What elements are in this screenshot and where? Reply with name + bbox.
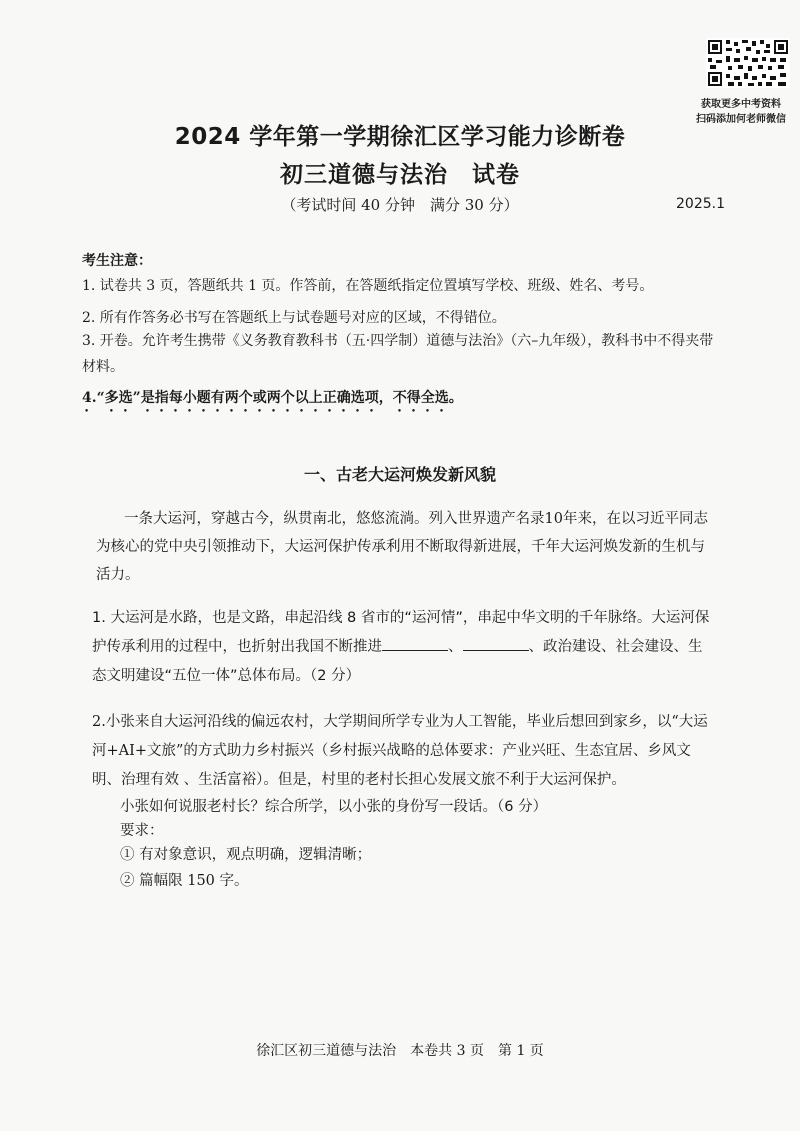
requirement-1: ① 有对象意识，观点明确，逻辑清晰； bbox=[120, 847, 372, 863]
question-2-text: 2.小张来自大运河沿线的偏远农村，大学期间所学专业为人工智能，毕业后想回到家乡，以“大运河+AI+文旅”的方式助力乡村振兴（乡村振兴战略的总体要求：产业兴旺、生态宜居、乡风文明、治理有效 、生活富裕）。但是，村里的老村长担心发展文旅不利于大运河保护。 bbox=[92, 714, 708, 788]
section-title: 一、古老大运河焕发新风貌 bbox=[303, 465, 496, 484]
answer-blank-2 bbox=[463, 637, 529, 651]
exam-title: 2024 学年第一学期徐汇区学习能力诊断卷 bbox=[174, 124, 626, 150]
page-footer: 徐汇区初三道德与法治 本卷共 3 页 第 1 页 bbox=[256, 1043, 544, 1059]
question-2-ask: 小张如何说服老村长？综合所学，以小张的身份写一段话。（6 分） bbox=[120, 799, 548, 815]
question-1-separator: 、 bbox=[448, 639, 463, 655]
answer-blank-1 bbox=[382, 637, 448, 651]
requirement-2: ② 篇幅限 150 字。 bbox=[120, 873, 249, 889]
notice-item-4: 4.“多选”是指每小题有两个或两个以上正确选项，不得全选。 bbox=[82, 390, 463, 406]
exam-date: 2025.1 bbox=[676, 196, 725, 212]
notice-title: 考生注意： bbox=[82, 253, 152, 269]
question-1 bbox=[92, 604, 714, 691]
notice-item-2: 2. 所有作答务必书写在答题纸上与试卷题号对应的区域，不得错位。 bbox=[82, 310, 506, 326]
qr-caption-line1: 获取更多中考资料 bbox=[701, 99, 781, 110]
notice-item-3: 3. 开卷。允许考生携带《义务教育教科书（五·四学制）道德与法治》（六–九年级），教科书中不得夹带材料。 bbox=[82, 333, 714, 375]
section-intro: 一条大运河，穿越古今，纵贯南北，悠悠流淌。列入世界遗产名录10年来，在以习近平同志为核心的党中央引领推动下，大运河保护传承利用不断取得新进展，千年大运河焕发新的生机与活力。 bbox=[96, 511, 708, 583]
exam-subtitle: 初三道德与法治 试卷 bbox=[280, 162, 520, 188]
notice-item-1: 1. 试卷共 3 页，答题纸共 1 页。作答前，在答题纸指定位置填写学校、班级、姓名、考号。 bbox=[82, 278, 654, 294]
requirements-label: 要求： bbox=[120, 823, 164, 839]
question-1-text-b: 、政治建设、社会建设、生态文明建设“五位一体”总体布局。（2 分） bbox=[92, 639, 703, 684]
qr-caption-line2: 扫码添加何老师微信 bbox=[696, 114, 786, 125]
exam-meta: （考试时间 40 分钟 满分 30 分） bbox=[281, 196, 519, 214]
question-1-text-a: 1. 大运河是水路，也是文路，串起沿线 8 省市的“运河情”，串起中华文明的千年脉络。大运河保护传承利用的过程中，也折射出我国不断推进 bbox=[92, 610, 710, 655]
qr-code-icon bbox=[706, 38, 790, 88]
